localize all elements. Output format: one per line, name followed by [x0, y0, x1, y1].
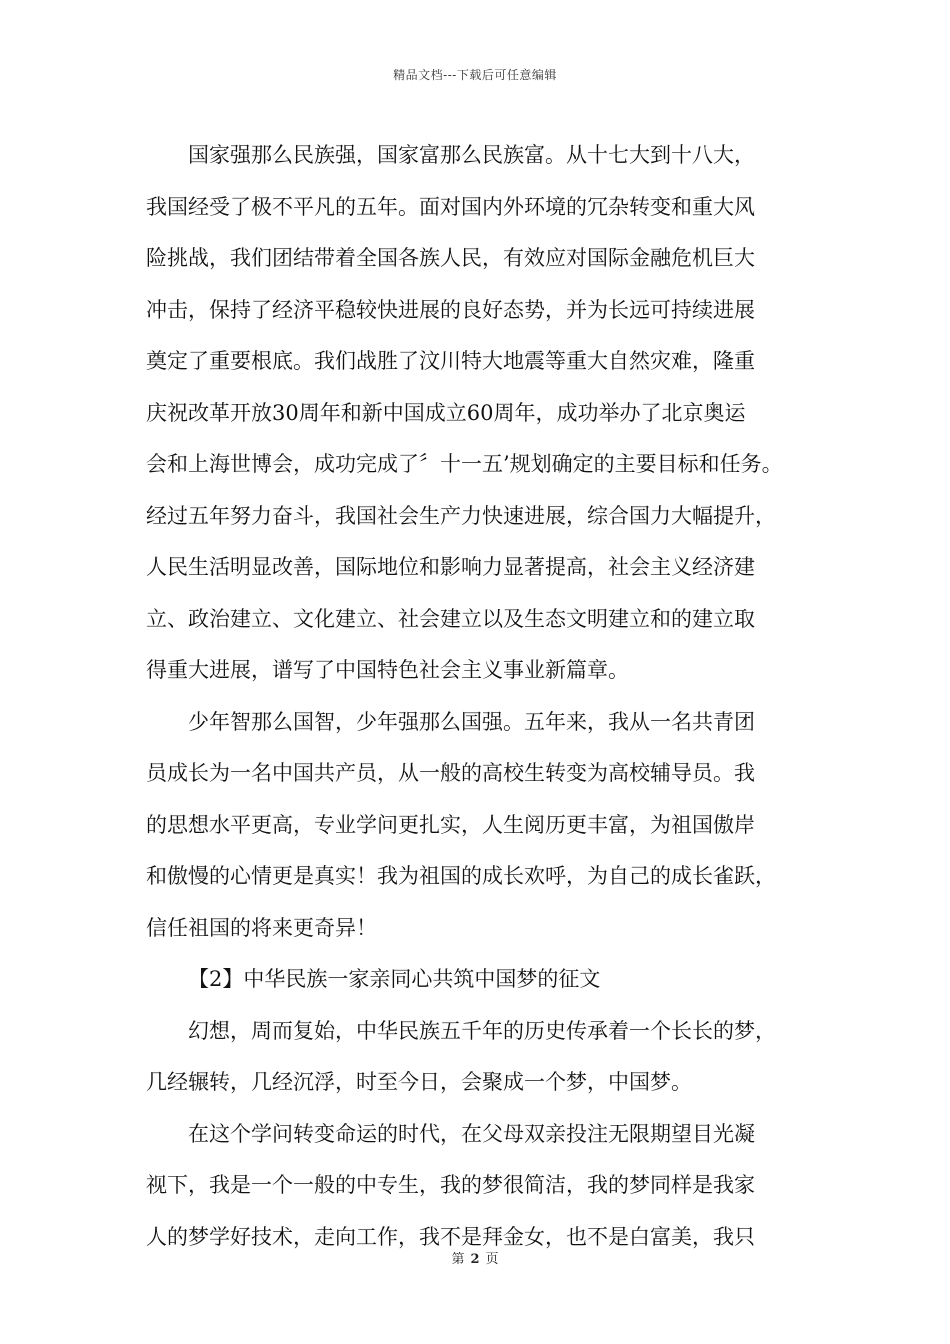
- text-line: 信任祖国的将来更奇异！: [146, 915, 377, 940]
- text-line: 幻想，周而复始，中华民族五千年的历史传承着一个长长的梦，: [188, 1018, 776, 1043]
- text-line: 在这个学问转变命运的时代，在父母双亲投注无限期望目光凝: [188, 1121, 755, 1146]
- text-line: 少年智那么国智，少年强那么国强。五年来，我从一名共青团: [188, 709, 755, 734]
- section-heading: 【2】中华民族一家亲同心共筑中国梦的征文: [188, 967, 601, 991]
- text-line: 国家强那么民族强，国家富那么民族富。从十七大到十八大，: [188, 143, 755, 167]
- text-line: 立、政治建立、文化建立、社会建立以及生态文明建立和的建立取: [146, 606, 755, 631]
- text-line: 人的梦学好技术，走向工作，我不是拜金女，也不是白富美，我只: [146, 1224, 755, 1249]
- text-line: 几经辗转，几经沉浮，时至今日，会聚成一个梦，中国梦。: [146, 1070, 692, 1094]
- document-body: [146, 130, 826, 1263]
- page-header: 精品文档---下载后可任意编辑: [393, 68, 557, 82]
- page-label-suffix: 页: [485, 1252, 499, 1267]
- page-label-prefix: 第: [451, 1252, 465, 1267]
- text-line: 经过五年努力奋斗，我国社会生产力快速进展，综合国力大幅提升，: [146, 503, 776, 528]
- text-line: 会和上海世博会，成功完成了〞十一五’规划确定的主要目标和任务。: [146, 452, 783, 476]
- text-line: 视下，我是一个一般的中专生，我的梦很简洁，我的梦同样是我家: [146, 1173, 755, 1197]
- text-line: 奠定了重要根底。我们战胜了汶川特大地震等重大自然灾难，隆重: [146, 349, 755, 373]
- text-line: 冲击，保持了经济平稳较快进展的良好态势，并为长远可持续进展: [146, 297, 755, 322]
- text-line: 得重大进展，谱写了中国特色社会主义事业新篇章。: [146, 658, 629, 682]
- text-line: 员成长为一名中国共产员，从一般的高校生转变为高校辅导员。我: [146, 761, 755, 785]
- text-line: 我国经受了极不平凡的五年。面对国内外环境的冗杂转变和重大风: [146, 194, 755, 219]
- text-line: 险挑战，我们团结带着全国各族人民，有效应对国际金融危机巨大: [146, 246, 755, 270]
- text-line: 的思想水平更高，专业学问更扎实，人生阅历更丰富，为祖国傲岸: [146, 812, 755, 837]
- page-number: 2: [470, 1252, 480, 1267]
- text-line: 人民生活明显改善，国际地位和影响力显著提高，社会主义经济建: [146, 555, 755, 579]
- text-line: 庆祝改革开放30周年和新中国成立60周年，成功举办了北京奥运: [146, 400, 746, 425]
- text-line: 和傲慢的心情更是真实！我为祖国的成长欢呼，为自己的成长雀跃，: [146, 864, 776, 888]
- page-footer: [0, 1248, 950, 1267]
